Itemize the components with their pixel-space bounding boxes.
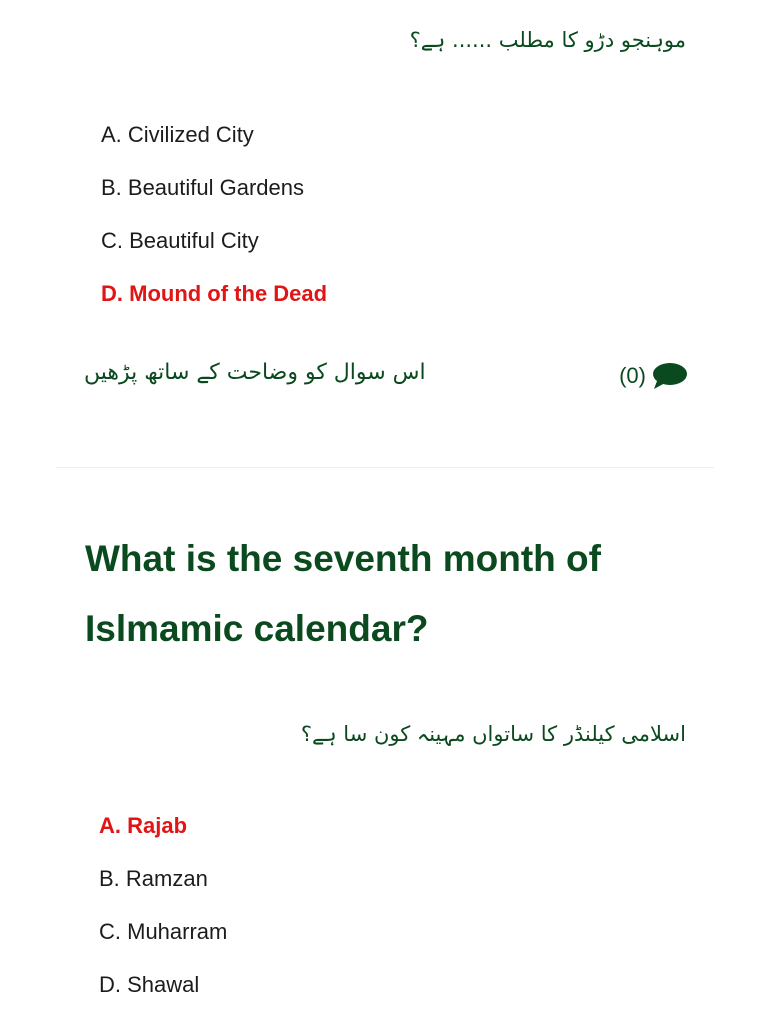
question1-options: [101, 121, 327, 333]
option-d[interactable]: D. Shawal: [99, 972, 200, 997]
option-a[interactable]: A. Civilized City: [101, 122, 254, 147]
question1-urdu-text: موہنجو دڑو کا مطلب ...... ہے؟: [409, 28, 686, 52]
option-b[interactable]: B. Ramzan: [99, 866, 208, 891]
question2-options: [99, 812, 227, 1024]
read-explanation-link[interactable]: اس سوال کو وضاحت کے ساتھ پڑھیں: [84, 360, 426, 385]
option-a-correct[interactable]: A. Rajab: [99, 813, 188, 838]
comment-count: (0): [619, 363, 646, 388]
question2-title: What is the seventh month of Islmamic calendar?: [85, 538, 601, 649]
option-c[interactable]: C. Beautiful City: [101, 228, 259, 253]
question1-footer: [84, 356, 688, 396]
question2-urdu-text: اسلامی کیلنڈر کا ساتواں مہینہ کون سا ہے؟: [300, 722, 686, 746]
speech-bubble-icon: [652, 362, 688, 390]
option-d-correct[interactable]: D. Mound of the Dead: [101, 281, 328, 306]
comments-button[interactable]: [619, 362, 688, 390]
option-b[interactable]: B. Beautiful Gardens: [101, 175, 305, 200]
question-divider: [56, 467, 714, 468]
option-c[interactable]: C. Muharram: [99, 919, 228, 944]
